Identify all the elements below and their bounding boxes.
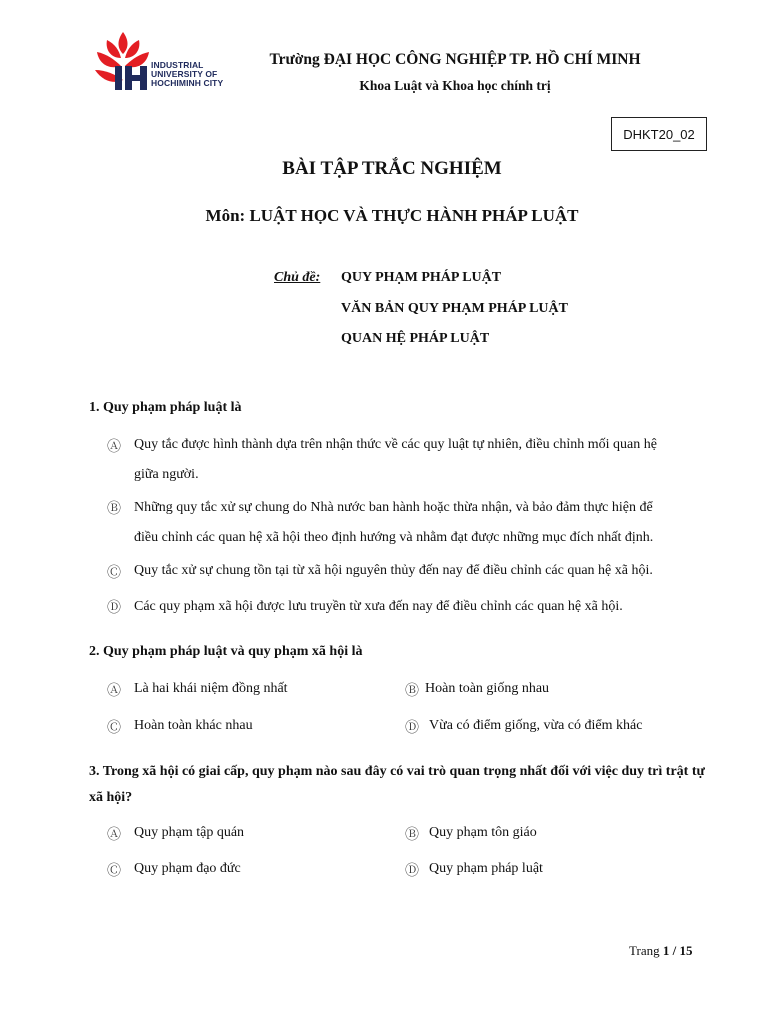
topic-item: QUY PHẠM PHÁP LUẬT [341, 270, 502, 285]
logo-text-line: INDUSTRIAL [151, 60, 204, 70]
question-3-line1: 3. Trong xã hội có giai cấp, quy phạm nào sau đây có vai trò quan trọng nhất đối với việc duy trì trật tự [89, 764, 705, 779]
option-d-circle-icon[interactable]: Ⓓ [405, 720, 419, 736]
option-c-circle-icon[interactable]: Ⓒ [107, 720, 121, 736]
logo-text-line: UNIVERSITY OF [151, 69, 218, 79]
page-separator: / [669, 943, 680, 958]
option-a-circle-icon[interactable]: Ⓐ [107, 827, 121, 843]
page-prefix: Trang [629, 943, 663, 958]
q1-option-c: Quy tắc xử sự chung tồn tại từ xã hội nguyên thủy đến nay để điều chỉnh các quan hệ xã hội. [134, 563, 653, 578]
option-a-circle-icon[interactable]: Ⓐ [107, 683, 121, 699]
question-1: 1. Quy phạm pháp luật là [89, 400, 242, 415]
q3-option-b: Quy phạm tôn giáo [429, 825, 537, 840]
q2-option-d: Vừa có điểm giống, vừa có điểm khác [429, 718, 643, 733]
question-3-line2: xã hội? [89, 790, 133, 805]
topic-label: Chủ đề: [274, 270, 321, 285]
q2-option-c: Hoàn toàn khác nhau [134, 718, 253, 733]
q1-option-d: Các quy phạm xã hội được lưu truyền từ xưa đến nay để điều chỉnh các quan hệ xã hội. [134, 599, 623, 614]
logo-text-line: HOCHIMINH CITY [151, 78, 224, 88]
q3-option-a: Quy phạm tập quán [134, 825, 245, 840]
school-name: Trường ĐẠI HỌC CÔNG NGHIỆP TP. HỒ CHÍ MINH [269, 51, 641, 68]
topic-item: VĂN BẢN QUY PHẠM PHÁP LUẬT [341, 301, 568, 316]
page-current: 1 [662, 943, 670, 958]
q2-option-a: Là hai khái niệm đồng nhất [134, 681, 288, 696]
page-total: 15 [679, 943, 693, 958]
q1-option-b-line1: Những quy tắc xử sự chung do Nhà nước ban hành hoặc thừa nhận, và bảo đảm thực hiện để [134, 500, 653, 515]
subject-title: Môn: LUẬT HỌC VÀ THỰC HÀNH PHÁP LUẬT [205, 206, 579, 225]
q2-option-b: Hoàn toàn giống nhau [425, 681, 550, 696]
option-b-circle-icon[interactable]: Ⓑ [107, 501, 121, 517]
q1-option-b-line2: điều chỉnh các quan hệ xã hội theo định hướng và nhằm đạt được những mục đích nhất định. [134, 530, 654, 545]
option-b-circle-icon[interactable]: Ⓑ [405, 683, 419, 699]
topic-item: QUAN HỆ PHÁP LUẬT [341, 331, 490, 346]
q1-option-a-line1: Quy tắc được hình thành dựa trên nhận thức về các quy luật tự nhiên, điều chỉnh mối quan hệ [134, 437, 657, 452]
q3-option-c: Quy phạm đạo đức [134, 861, 241, 876]
option-a-circle-icon[interactable]: Ⓐ [107, 439, 121, 455]
page-number [629, 943, 692, 959]
option-b-circle-icon[interactable]: Ⓑ [405, 827, 419, 843]
q3-option-d: Quy phạm pháp luật [429, 861, 543, 876]
faculty-name: Khoa Luật và Khoa học chính trị [359, 78, 551, 93]
course-code-box: DHKT20_02 [611, 117, 707, 151]
option-d-circle-icon[interactable]: Ⓓ [107, 600, 121, 616]
option-c-circle-icon[interactable]: Ⓒ [107, 863, 121, 879]
q1-option-a-line2: giữa người. [134, 467, 199, 482]
question-2: 2. Quy phạm pháp luật và quy phạm xã hội là [89, 644, 363, 659]
option-d-circle-icon[interactable]: Ⓓ [405, 863, 419, 879]
option-c-circle-icon[interactable]: Ⓒ [107, 565, 121, 581]
page-title: BÀI TẬP TRẮC NGHIỆM [282, 158, 502, 179]
